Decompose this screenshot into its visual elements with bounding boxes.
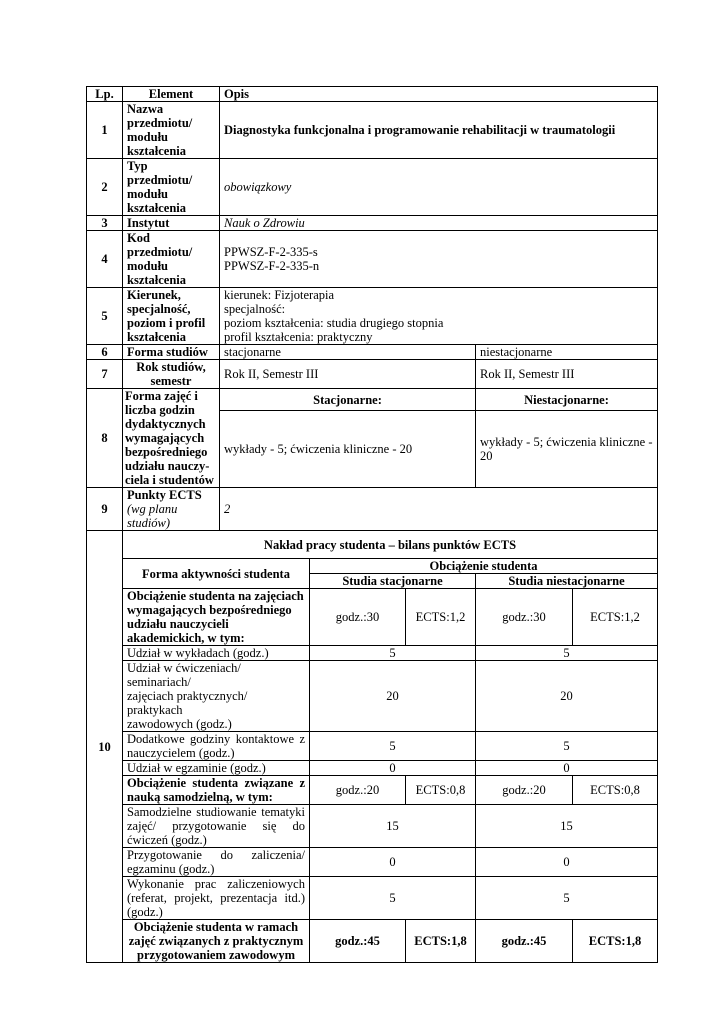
classes-part-time: wykłady - 5; ćwiczenia kliniczne - 20 bbox=[476, 411, 658, 488]
element-label: Punkty ECTS (wg planu studiów) bbox=[123, 488, 220, 531]
workload-row bbox=[87, 661, 658, 732]
header-lp: Lp. bbox=[87, 87, 123, 102]
header-element: Element bbox=[123, 87, 220, 102]
row-number: 5 bbox=[87, 288, 123, 345]
table-header-row bbox=[87, 87, 658, 102]
element-label: Nazwa przedmiotu/ modułu kształcenia bbox=[123, 102, 220, 159]
element-label: Typ przedmiotu/ modułu kształcenia bbox=[123, 159, 220, 216]
row-number: 7 bbox=[87, 360, 123, 389]
row-number: 8 bbox=[87, 389, 123, 488]
year-semester-part-time: Rok II, Semestr III bbox=[476, 360, 658, 389]
ects-points: 2 bbox=[220, 488, 658, 531]
stationary-value: 5 bbox=[310, 646, 476, 661]
part-time-heading: Niestacjonarne: bbox=[476, 389, 658, 411]
part-time-hours: godz.:30 bbox=[476, 589, 573, 646]
stationary-hours: godz.:20 bbox=[310, 776, 406, 805]
row-number: 10 bbox=[87, 531, 123, 963]
workload-row bbox=[87, 920, 658, 963]
activity-label: Udział w egzaminie (godz.) bbox=[123, 761, 310, 776]
stationary-ects: ECTS:0,8 bbox=[406, 776, 476, 805]
part-time-column-header: Studia niestacjonarne bbox=[476, 574, 658, 589]
part-time-value: 5 bbox=[476, 646, 658, 661]
part-time-ects: ECTS:1,2 bbox=[573, 589, 658, 646]
workload-row bbox=[87, 761, 658, 776]
load-column-header: Obciążenie studenta bbox=[310, 559, 658, 574]
part-time-hours: godz.:45 bbox=[476, 920, 573, 963]
stationary-heading: Stacjonarne: bbox=[220, 389, 476, 411]
stationary-value: 15 bbox=[310, 805, 476, 848]
activity-label: Wykonanie prac zaliczeniowych (referat, projekt, prezentacja itd.) (godz.) bbox=[123, 877, 310, 920]
workload-title-row bbox=[87, 531, 658, 559]
header-opis: Opis bbox=[220, 87, 658, 102]
workload-row bbox=[87, 776, 658, 805]
activity-label: Obciążenie studenta na zajęciach wymagających bezpośredniego udziału nauczycieli akademickich, w tym: bbox=[123, 589, 310, 646]
activity-label: Obciążenie studenta związane z nauką samodzielną, w tym: bbox=[123, 776, 310, 805]
course-type: obowiązkowy bbox=[220, 159, 658, 216]
part-time-value: 5 bbox=[476, 732, 658, 761]
row-number: 9 bbox=[87, 488, 123, 531]
row-number: 1 bbox=[87, 102, 123, 159]
element-label: Kierunek, specjalność, poziom i profil kształcenia bbox=[123, 288, 220, 345]
element-label: Rok studiów, semestr bbox=[123, 360, 220, 389]
classes-stationary: wykłady - 5; ćwiczenia kliniczne - 20 bbox=[220, 411, 476, 488]
part-time-value: 5 bbox=[476, 877, 658, 920]
course-name: Diagnostyka funkcjonalna i programowanie rehabilitacji w traumatologii bbox=[220, 102, 658, 159]
part-time-ects: ECTS:1,8 bbox=[573, 920, 658, 963]
activity-label: Przygotowanie do zaliczenia/ egzaminu (godz.) bbox=[123, 848, 310, 877]
stationary-value: 5 bbox=[310, 732, 476, 761]
element-label: Forma studiów bbox=[123, 345, 220, 360]
table-row bbox=[87, 345, 658, 360]
stationary-value: 0 bbox=[310, 761, 476, 776]
row-number: 2 bbox=[87, 159, 123, 216]
stationary-value: 20 bbox=[310, 661, 476, 732]
row-number: 4 bbox=[87, 231, 123, 288]
table-row bbox=[87, 288, 658, 345]
stationary-column-header: Studia stacjonarne bbox=[310, 574, 476, 589]
activity-label: Udział w ćwiczeniach/ seminariach/ zajęciach praktycznych/ praktykach zawodowych (godz.) bbox=[123, 661, 310, 732]
field-of-study: kierunek: Fizjoterapia specjalność: poziom kształcenia: studia drugiego stopnia profil kształcenia: praktyczny bbox=[220, 288, 658, 345]
stationary-ects: ECTS:1,2 bbox=[406, 589, 476, 646]
table-row bbox=[87, 389, 658, 411]
workload-header-row bbox=[87, 559, 658, 574]
table-row bbox=[87, 231, 658, 288]
study-form-stationary: stacjonarne bbox=[220, 345, 476, 360]
workload-row bbox=[87, 732, 658, 761]
activity-label: Obciążenie studenta w ramach zajęć związanych z praktycznym przygotowaniem zawodowym bbox=[123, 920, 310, 963]
study-form-part-time: niestacjonarne bbox=[476, 345, 658, 360]
year-semester-stationary: Rok II, Semestr III bbox=[220, 360, 476, 389]
element-label: Kod przedmiotu/ modułu kształcenia bbox=[123, 231, 220, 288]
part-time-value: 15 bbox=[476, 805, 658, 848]
workload-title: Nakład pracy studenta – bilans punktów ECTS bbox=[123, 531, 658, 559]
part-time-value: 20 bbox=[476, 661, 658, 732]
stationary-hours: godz.:30 bbox=[310, 589, 406, 646]
element-label: Forma zajęć i liczba godzin dydaktycznych wymagających bezpośredniego udziału nauczy- ciela i studentów bbox=[123, 389, 220, 488]
workload-row bbox=[87, 848, 658, 877]
table-row bbox=[87, 216, 658, 231]
part-time-hours: godz.:20 bbox=[476, 776, 573, 805]
stationary-value: 0 bbox=[310, 848, 476, 877]
table-row bbox=[87, 159, 658, 216]
element-label: Instytut bbox=[123, 216, 220, 231]
stationary-hours: godz.:45 bbox=[310, 920, 406, 963]
activity-label: Samodzielne studiowanie tematyki zajęć/ przygotowanie się do ćwiczeń (godz.) bbox=[123, 805, 310, 848]
workload-row bbox=[87, 589, 658, 646]
activity-label: Dodatkowe godziny kontaktowe z nauczycielem (godz.) bbox=[123, 732, 310, 761]
activity-column-header: Forma aktywności studenta bbox=[123, 559, 310, 589]
course-code: PPWSZ-F-2-335-s PPWSZ-F-2-335-n bbox=[220, 231, 658, 288]
workload-row bbox=[87, 646, 658, 661]
activity-label: Udział w wykładach (godz.) bbox=[123, 646, 310, 661]
table-row bbox=[87, 102, 658, 159]
part-time-value: 0 bbox=[476, 761, 658, 776]
row-number: 6 bbox=[87, 345, 123, 360]
table-row bbox=[87, 488, 658, 531]
workload-row bbox=[87, 805, 658, 848]
workload-row bbox=[87, 877, 658, 920]
part-time-ects: ECTS:0,8 bbox=[573, 776, 658, 805]
stationary-value: 5 bbox=[310, 877, 476, 920]
course-syllabus-table bbox=[86, 86, 658, 963]
institute: Nauk o Zdrowiu bbox=[220, 216, 658, 231]
table-row bbox=[87, 360, 658, 389]
stationary-ects: ECTS:1,8 bbox=[406, 920, 476, 963]
part-time-value: 0 bbox=[476, 848, 658, 877]
row-number: 3 bbox=[87, 216, 123, 231]
